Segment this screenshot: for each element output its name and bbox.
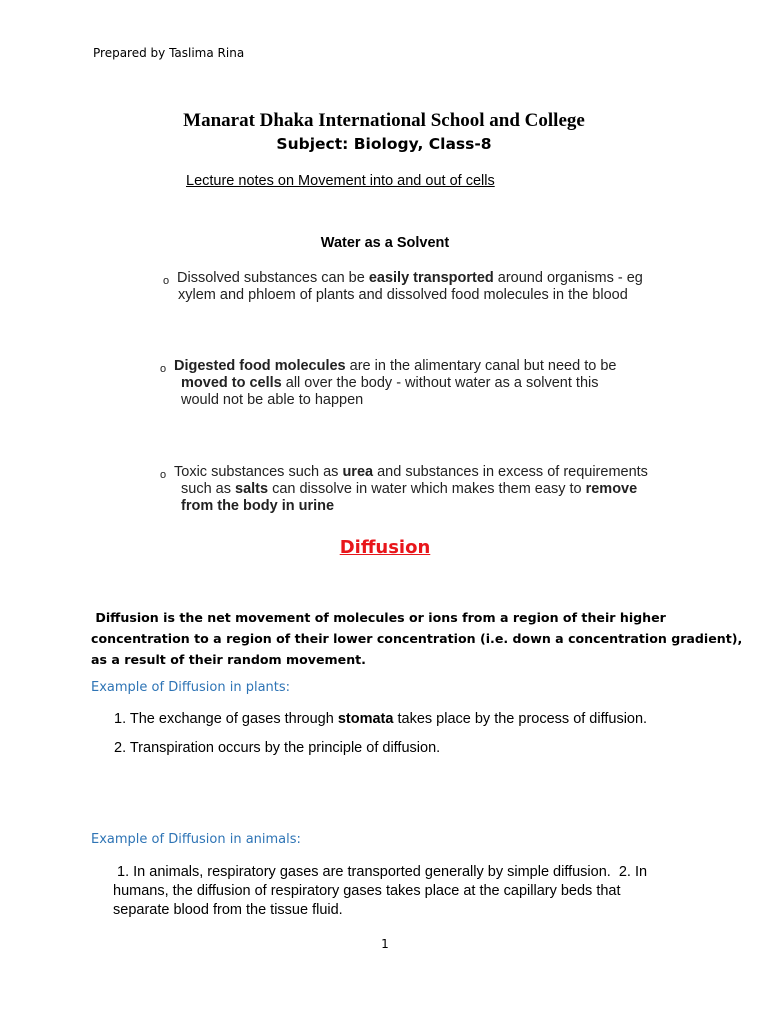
plants-example-heading: Example of Diffusion in plants: bbox=[91, 680, 291, 695]
bullet-marker: o bbox=[163, 275, 170, 287]
school-name: Manarat Dhaka International School and College bbox=[183, 110, 585, 131]
paragraph-line: 1. In animals, respiratory gases are transported generally by simple diffusion. 2. In bbox=[113, 864, 648, 880]
bullet-line bbox=[181, 481, 637, 498]
definition-line: concentration to a region of their lower concentration (i.e. down a concentration gradient), bbox=[91, 631, 743, 646]
animals-example-paragraph bbox=[113, 863, 647, 920]
diffusion-heading: Diffusion bbox=[339, 537, 431, 558]
list-item-emphasis: stomata bbox=[337, 711, 394, 727]
bullet-text: Dissolved substances can be bbox=[177, 270, 369, 286]
paragraph-line: humans, the diffusion of respiratory gases takes place at the capillary beds that bbox=[113, 883, 621, 899]
list-item-text: takes place by the process of diffusion. bbox=[393, 711, 648, 727]
paragraph-line: separate blood from the tissue fluid. bbox=[113, 902, 343, 918]
bullet-emphasis: moved to cells bbox=[181, 375, 282, 391]
animals-example-heading: Example of Diffusion in animals: bbox=[91, 832, 301, 847]
page-number: 1 bbox=[381, 937, 389, 951]
definition-line: as a result of their random movement. bbox=[91, 652, 366, 667]
bullet-emphasis: Digested food molecules bbox=[174, 358, 346, 374]
diffusion-definition bbox=[91, 607, 743, 670]
list-item bbox=[114, 711, 647, 727]
prepared-by-note: Prepared by Taslima Rina bbox=[93, 46, 245, 60]
bullet-text: and substances in excess of requirements bbox=[373, 464, 648, 480]
bullet-emphasis: salts bbox=[235, 481, 269, 497]
bullet-text: all over the body - without water as a solvent this bbox=[281, 375, 599, 391]
bullet-emphasis: remove bbox=[585, 481, 638, 497]
bullet-line bbox=[177, 270, 643, 287]
water-section-heading: Water as a Solvent bbox=[320, 235, 450, 251]
bullet-marker: o bbox=[160, 469, 167, 481]
bullet-line bbox=[174, 358, 616, 375]
bullet-line bbox=[174, 464, 648, 481]
bullet-text: around organisms - eg bbox=[493, 270, 643, 286]
lecture-title: Lecture notes on Movement into and out of cells bbox=[186, 173, 495, 189]
bullet-text: such as bbox=[181, 481, 235, 497]
bullet-line: from the body in urine bbox=[181, 498, 335, 514]
bullet-text: Toxic substances such as bbox=[174, 464, 343, 480]
list-item: 2. Transpiration occurs by the principle of diffusion. bbox=[114, 740, 441, 756]
bullet-line bbox=[181, 375, 598, 392]
definition-line: Diffusion is the net movement of molecules or ions from a region of their higher bbox=[91, 610, 666, 625]
bullet-emphasis: urea bbox=[342, 464, 374, 480]
bullet-marker: o bbox=[160, 363, 167, 375]
subject-title: Subject: Biology, Class-8 bbox=[276, 135, 492, 153]
list-item-text: 1. The exchange of gases through bbox=[114, 711, 338, 727]
bullet-text: can dissolve in water which makes them easy to bbox=[268, 481, 586, 497]
bullet-line: would not be able to happen bbox=[181, 392, 364, 408]
bullet-emphasis: easily transported bbox=[368, 270, 494, 286]
bullet-line: xylem and phloem of plants and dissolved food molecules in the blood bbox=[178, 287, 628, 303]
bullet-text: are in the alimentary canal but need to be bbox=[345, 358, 617, 374]
